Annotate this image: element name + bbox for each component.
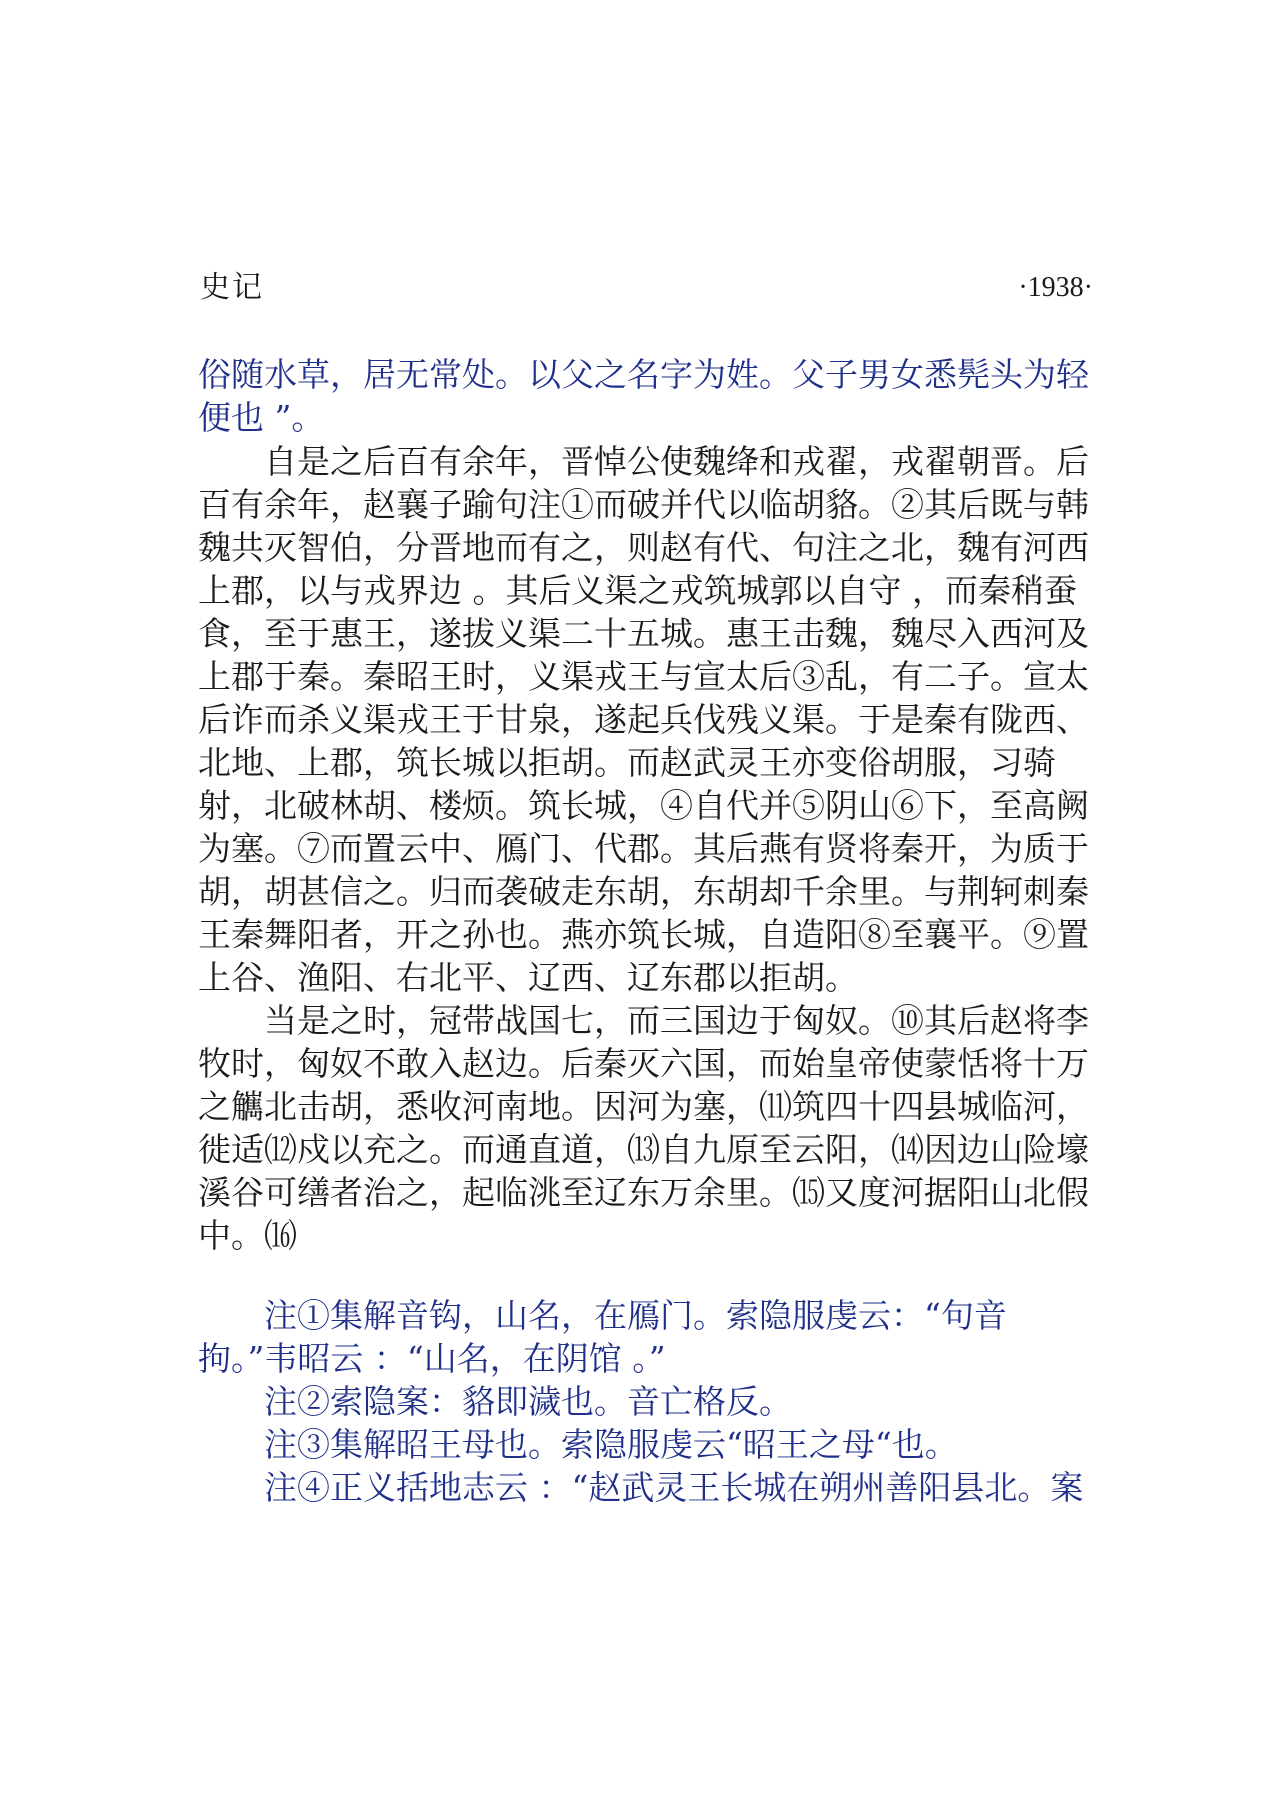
footnotes bbox=[198, 1294, 1098, 1509]
footnote: 注②索隐案：貉即濊也。音亡格反。 bbox=[264, 1382, 792, 1421]
paragraph: 自是之后百有余年，晋悼公使魏绛和戎翟，戎翟朝晋。后百有余年，赵襄子踰句注①而破并代以临胡貉。②其后既与韩魏共灭智伯，分晋地而有之，则赵有代、句注之北，魏有河西上郡，以与戎界边 。其后义渠之戎筑城郭以自守 ，而秦稍蚕食，至于惠王，遂拔义渠二十五城。惠王击魏，魏尽入西河及上郡于秦。秦昭王时，义渠戎王与宣太后③乱，有二子。宣太后诈而杀义渠戎王于甘泉，遂起兵伐残义渠。于是秦有陇西、北地、上郡，筑长城以拒胡。而赵武灵王亦变俗胡服，习骑射，北破林胡、楼烦。筑长城，④自代并⑤阴山⑥下，至高阙为塞。⑦而置云中、鴈门、代郡。其后燕有贤将秦开，为质于胡，胡甚信之。归而袭破走东胡，东胡却千余里。与荆轲刺秦王秦舞阳者，开之孙也。燕亦筑长城，自造阳⑧至襄平。⑨置上谷、渔阳、右北平、辽西、辽东郡以拒胡。 bbox=[198, 442, 1089, 997]
paragraph: 当是之时，冠带战国七，而三国边于匈奴。⑩其后赵将李牧时，匈奴不敢入赵边。后秦灭六国，而始皇帝使蒙恬将十万之觽北击胡，悉收河南地。因河为塞，⑾筑四十四县城临河，徙适⑿戍以充之。而通直道，⒀自九原至云阳，⒁因边山险壕溪谷可缮者治之，起临洮至辽东万余里。⒂又度河据阳山北假中。⒃ bbox=[198, 1001, 1089, 1255]
footnote: 注③集解昭王母也。索隐服虔云“昭王之母“也。 bbox=[264, 1425, 958, 1464]
main-text bbox=[198, 440, 1098, 1257]
quote-continuation: 俗随水草，居无常处。以父之名字为姓。父子男女悉髡头为轻便也 ”。 bbox=[198, 355, 1089, 437]
page-number: ·1938· bbox=[1018, 272, 1093, 303]
footnote: 注①集解音钩，山名，在鴈门。索隐服虔云：“句音拘。”韦昭云 ：“山名，在阴馆 。” bbox=[198, 1296, 1007, 1378]
running-title: 史记 bbox=[200, 270, 264, 305]
footnote: 注④正义括地志云 ：“赵武灵王长城在朔州善阳县北。案 bbox=[264, 1468, 1084, 1507]
